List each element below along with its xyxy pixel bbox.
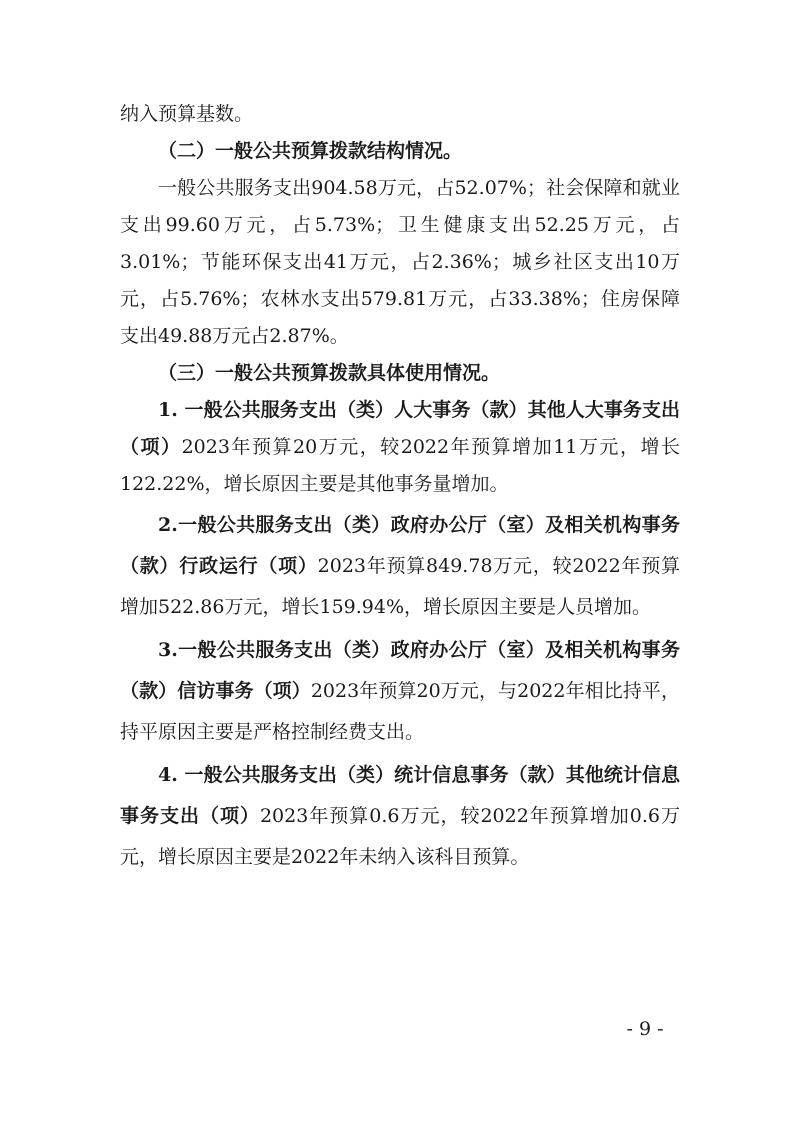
item-1-title: 1. 一般公共服务支出（类）人大事务（款）其他人大事务支出（项） xyxy=(120,399,680,458)
item-4-title: 4. 一般公共服务支出（类）统计信息事务（款）其他统计信息事务支出（项） xyxy=(120,764,680,827)
page-body xyxy=(120,96,680,878)
item-3-text: 2023年预算20万元，与2022年相比持平，持平原因主要是严格控制经费支出。 xyxy=(120,680,680,743)
section-heading-3: （三）一般公共预算拨款具体使用情况。 xyxy=(158,362,501,384)
item-3 xyxy=(120,630,680,753)
item-4-text: 2023年预算0.6万元，较2022年预算增加0.6万元，增长原因主要是2022年未纳入该科目预算。 xyxy=(120,805,680,868)
item-2-title: 2.一般公共服务支出（类）政府办公厅（室）及相关机构事务（款）行政运行（项） xyxy=(120,514,680,577)
page-number: - 9 - xyxy=(626,1018,664,1040)
item-2 xyxy=(120,505,680,628)
item-1-text: 2023年预算20万元，较2022年预算增加11万元，增长122.22%，增长原因主要是其他事务量增加。 xyxy=(120,436,680,495)
item-4 xyxy=(120,755,680,878)
item-3-title: 3.一般公共服务支出（类）政府办公厅（室）及相关机构事务（款）信访事务（项） xyxy=(120,639,680,702)
section-heading-2: （二）一般公共预算拨款结构情况。 xyxy=(158,140,463,162)
paragraph-continuation: 纳入预算基数。 xyxy=(120,103,254,125)
item-2-text: 2023年预算849.78万元，较2022年预算增加522.86万元，增长159.94%，增长原因主要是人员增加。 xyxy=(120,555,680,618)
paragraph-budget-structure: 一般公共服务支出904.58万元，占52.07%；社会保障和就业支出99.60万元，占5.73%；卫生健康支出52.25万元，占3.01%；节能环保支出41万元，占2.36%；城乡社区支出10万元，占5.76%；农林水支出579.81万元，占33.38%；住房保障支出49.88万元占2.87%。 xyxy=(120,177,680,347)
item-1 xyxy=(120,392,680,503)
